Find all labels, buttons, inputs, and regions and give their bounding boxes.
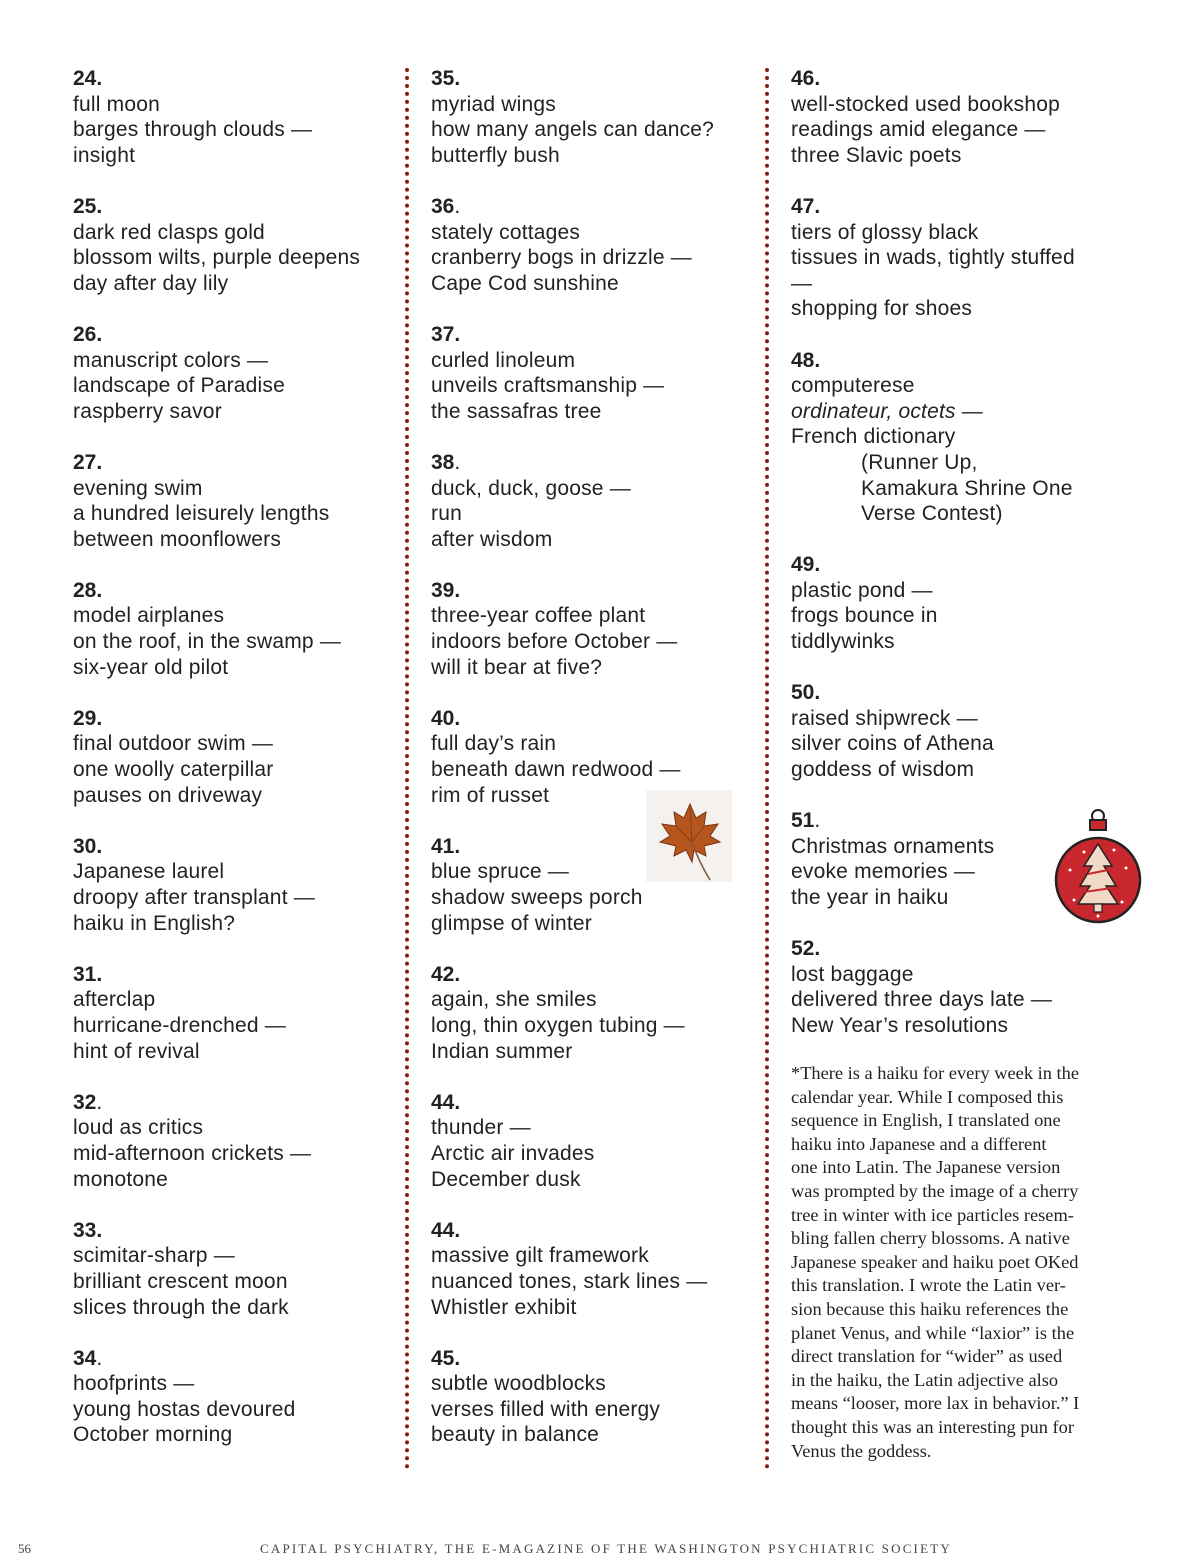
- haiku-number: 38.: [431, 450, 461, 474]
- haiku-line: again, she smiles: [431, 988, 597, 1012]
- haiku-line: well-stocked used bookshop: [791, 92, 1061, 116]
- haiku-line: mid-afternoon crickets —: [73, 1141, 312, 1165]
- haiku-line: full day’s rain: [431, 732, 557, 756]
- haiku-number: 26.: [73, 322, 103, 346]
- haiku-line: ordinateur, octets —: [791, 399, 983, 423]
- haiku-entry: [431, 194, 761, 296]
- haiku-line: Kamakura Shrine One: [861, 476, 1073, 500]
- haiku-line: full moon: [73, 92, 161, 116]
- haiku-line: unveils craftsmanship —: [431, 374, 665, 398]
- footnote-line: this translation. I wrote the Latin ver-: [791, 1275, 1066, 1296]
- footnote: [791, 1062, 1136, 1463]
- haiku-number: 40.: [431, 706, 461, 730]
- haiku-line: a hundred leisurely lengths: [73, 502, 330, 526]
- haiku-line: manuscript colors —: [73, 348, 269, 372]
- haiku-line: tiddlywinks: [791, 630, 895, 654]
- haiku-line: Japanese laurel: [73, 860, 225, 884]
- haiku-line: run: [431, 502, 462, 526]
- haiku-entry: [791, 552, 1131, 654]
- haiku-line: Indian summer: [431, 1039, 573, 1063]
- haiku-line: Verse Contest): [861, 502, 1003, 526]
- footnote-line: *There is a haiku for every week in the: [791, 1063, 1080, 1083]
- haiku-line: between moonflowers: [73, 527, 282, 551]
- haiku-entry: [431, 66, 761, 168]
- haiku-entry: [431, 322, 761, 424]
- haiku-entry: [791, 680, 1131, 782]
- haiku-line: pauses on driveway: [73, 783, 263, 807]
- haiku-number: 35.: [431, 67, 461, 90]
- haiku-line: rim of russet: [431, 783, 550, 807]
- haiku-number: 34.: [73, 1346, 103, 1370]
- haiku-line: evoke memories —: [791, 860, 976, 884]
- footnote-line: Japanese speaker and haiku poet OKed: [791, 1251, 1079, 1272]
- haiku-number: 33.: [73, 1218, 103, 1242]
- haiku-line: duck, duck, goose —: [431, 476, 631, 500]
- haiku-column-1: [73, 66, 403, 1474]
- haiku-line: Arctic air invades: [431, 1141, 595, 1165]
- haiku-line: shopping for shoes: [791, 297, 973, 321]
- haiku-line: long, thin oxygen tubing —: [431, 1013, 685, 1037]
- haiku-line: thunder —: [431, 1116, 531, 1140]
- haiku-line: hoofprints —: [73, 1372, 195, 1396]
- footnote-line: planet Venus, and while “laxior” is the: [791, 1322, 1075, 1343]
- haiku-line: one woolly caterpillar: [73, 758, 274, 782]
- footnote-line: means “looser, more lax in behavior.” I: [791, 1393, 1080, 1414]
- haiku-number: 24.: [73, 67, 103, 90]
- haiku-line: raised shipwreck —: [791, 706, 978, 730]
- haiku-line: final outdoor swim —: [73, 732, 274, 756]
- haiku-entry: [73, 1218, 403, 1320]
- page-number: 56: [18, 1541, 31, 1556]
- haiku-entry: [73, 962, 403, 1064]
- haiku-line: nuanced tones, stark lines —: [431, 1269, 708, 1293]
- haiku-line: butterfly bush: [431, 143, 560, 167]
- haiku-line: December dusk: [431, 1167, 581, 1191]
- footnote-line: bling fallen cherry blossoms. A native: [791, 1228, 1070, 1249]
- haiku-line: Whistler exhibit: [431, 1295, 577, 1319]
- haiku-line: Cape Cod sunshine: [431, 271, 619, 295]
- haiku-number: 50.: [791, 681, 821, 705]
- haiku-entry: [73, 66, 403, 168]
- haiku-line: verses filled with energy: [431, 1397, 661, 1421]
- haiku-line: raspberry savor: [73, 399, 222, 423]
- haiku-line: shadow sweeps porch: [431, 886, 643, 909]
- haiku-line: French dictionary: [791, 425, 956, 449]
- haiku-number: 47.: [791, 194, 821, 218]
- haiku-entry: [73, 706, 403, 808]
- haiku-line: day after day lily: [73, 271, 229, 295]
- haiku-line: stately cottages: [431, 220, 581, 244]
- haiku-line: three Slavic poets: [791, 143, 962, 167]
- haiku-line: the year in haiku: [791, 886, 949, 909]
- haiku-line: blossom wilts, purple deepens: [73, 246, 361, 270]
- haiku-line: delivered three days late —: [791, 988, 1053, 1012]
- haiku-number: 31.: [73, 962, 103, 986]
- haiku-line: myriad wings: [431, 92, 556, 116]
- haiku-line: on the roof, in the swamp —: [73, 630, 342, 654]
- haiku-entry: [431, 1218, 761, 1320]
- haiku-line: beauty in balance: [431, 1423, 600, 1447]
- haiku-line: hint of revival: [73, 1039, 200, 1063]
- footnote-line: thought this was an interesting pun for: [791, 1416, 1074, 1437]
- haiku-line: computerese: [791, 374, 915, 398]
- haiku-entry: [73, 834, 403, 936]
- haiku-line: plastic pond —: [791, 578, 933, 602]
- footnote-line: was prompted by the image of a cherry: [791, 1180, 1079, 1201]
- haiku-line: model airplanes: [73, 604, 225, 628]
- haiku-entry: [791, 348, 1131, 527]
- haiku-line: barges through clouds —: [73, 118, 313, 142]
- haiku-entry: [73, 194, 403, 296]
- haiku-number: 44.: [431, 1090, 461, 1114]
- haiku-line: Christmas ornaments: [791, 834, 995, 858]
- haiku-line: six-year old pilot: [73, 655, 229, 679]
- footnote-line: tree in winter with ice particles resem-: [791, 1204, 1074, 1225]
- haiku-line: readings amid elegance —: [791, 118, 1046, 142]
- footnote-line: calendar year. While I composed this: [791, 1086, 1064, 1107]
- haiku-entry: [73, 322, 403, 424]
- haiku-number: 32.: [73, 1090, 103, 1114]
- haiku-line: silver coins of Athena: [791, 732, 994, 756]
- haiku-entry: [431, 450, 761, 552]
- haiku-line: —: [791, 271, 813, 295]
- haiku-line: New Year’s resolutions: [791, 1013, 1009, 1037]
- haiku-number: 48.: [791, 348, 821, 372]
- haiku-line: how many angels can dance?: [431, 118, 715, 142]
- haiku-entry: [73, 450, 403, 552]
- haiku-entry: [431, 1346, 761, 1448]
- haiku-line: glimpse of winter: [431, 911, 592, 935]
- maple-leaf-icon: [646, 790, 732, 882]
- magazine-title: CAPITAL PSYCHIATRY, THE E-MAGAZINE OF THE WASHINGTON PSYCHIATRIC SOCIETY: [260, 1541, 952, 1556]
- page-footer: [0, 1541, 1200, 1559]
- haiku-entry: [431, 962, 761, 1064]
- haiku-line: beneath dawn redwood —: [431, 758, 681, 782]
- haiku-entry: [431, 1090, 761, 1192]
- dotted-divider: [405, 68, 409, 1470]
- haiku-line: massive gilt framework: [431, 1244, 649, 1268]
- haiku-line: brilliant crescent moon: [73, 1269, 288, 1293]
- haiku-number: 28.: [73, 578, 103, 602]
- haiku-line: after wisdom: [431, 527, 553, 551]
- haiku-line: subtle woodblocks: [431, 1372, 606, 1396]
- haiku-entry: [73, 578, 403, 680]
- haiku-line: insight: [73, 143, 136, 167]
- haiku-line: October morning: [73, 1423, 233, 1447]
- christmas-ornament-icon: [1054, 804, 1142, 938]
- footnote-line: sequence in English, I translated one: [791, 1110, 1061, 1131]
- haiku-line: the sassafras tree: [431, 399, 602, 423]
- haiku-line: lost baggage: [791, 962, 914, 986]
- haiku-number: 42.: [431, 962, 461, 986]
- haiku-line: hurricane-drenched —: [73, 1013, 286, 1037]
- haiku-line: curled linoleum: [431, 348, 576, 372]
- footnote-line: haiku into Japanese and a different: [791, 1133, 1047, 1154]
- haiku-line: young hostas devoured: [73, 1397, 296, 1421]
- haiku-number: 29.: [73, 706, 103, 730]
- haiku-number: 36.: [431, 194, 461, 218]
- haiku-number: 51.: [791, 809, 821, 833]
- haiku-line: dark red clasps gold: [73, 220, 265, 244]
- haiku-line: frogs bounce in: [791, 604, 938, 628]
- haiku-number: 30.: [73, 834, 103, 858]
- haiku-entry: [431, 578, 761, 680]
- footnote-line: direct translation for “wider” as used: [791, 1346, 1063, 1367]
- haiku-line: haiku in English?: [73, 911, 236, 935]
- footnote-line: Venus the goddess.: [791, 1440, 932, 1461]
- haiku-number: 41.: [431, 834, 461, 858]
- haiku-line: evening swim: [73, 476, 203, 500]
- haiku-line: loud as critics: [73, 1116, 204, 1140]
- footnote-line: in the haiku, the Latin adjective also: [791, 1369, 1059, 1390]
- haiku-entry: [791, 936, 1131, 1038]
- haiku-line: landscape of Paradise: [73, 374, 286, 398]
- haiku-entry: [791, 194, 1131, 322]
- haiku-entry: [73, 1346, 403, 1448]
- haiku-line: afterclap: [73, 988, 156, 1012]
- haiku-line: slices through the dark: [73, 1295, 289, 1319]
- haiku-line: blue spruce —: [431, 860, 570, 884]
- haiku-number: 27.: [73, 450, 103, 474]
- haiku-number: 37.: [431, 322, 461, 346]
- haiku-line: tiers of glossy black: [791, 220, 979, 244]
- haiku-entry: [791, 66, 1131, 168]
- footnote-line: sion because this haiku references the: [791, 1298, 1069, 1319]
- haiku-line: cranberry bogs in drizzle —: [431, 246, 692, 270]
- haiku-line: droopy after transplant —: [73, 886, 315, 909]
- haiku-entry: [73, 1090, 403, 1192]
- haiku-number: 45.: [431, 1346, 461, 1370]
- haiku-line: (Runner Up,: [861, 450, 978, 474]
- haiku-column-2: [431, 66, 761, 1474]
- haiku-number: 44.: [431, 1218, 461, 1242]
- haiku-number: 49.: [791, 553, 821, 577]
- haiku-line: three-year coffee plant: [431, 604, 646, 628]
- haiku-number: 25.: [73, 194, 103, 218]
- haiku-line: goddess of wisdom: [791, 758, 975, 782]
- haiku-line: monotone: [73, 1167, 169, 1191]
- haiku-number: 52.: [791, 937, 821, 961]
- haiku-line: tissues in wads, tightly stuffed: [791, 246, 1075, 270]
- footnote-line: one into Latin. The Japanese version: [791, 1157, 1061, 1178]
- haiku-number: 39.: [431, 578, 461, 602]
- haiku-number: 46.: [791, 67, 821, 90]
- haiku-line: will it bear at five?: [431, 655, 603, 679]
- haiku-line: scimitar-sharp —: [73, 1244, 235, 1268]
- haiku-line: indoors before October —: [431, 630, 678, 654]
- dotted-divider: [765, 68, 769, 1470]
